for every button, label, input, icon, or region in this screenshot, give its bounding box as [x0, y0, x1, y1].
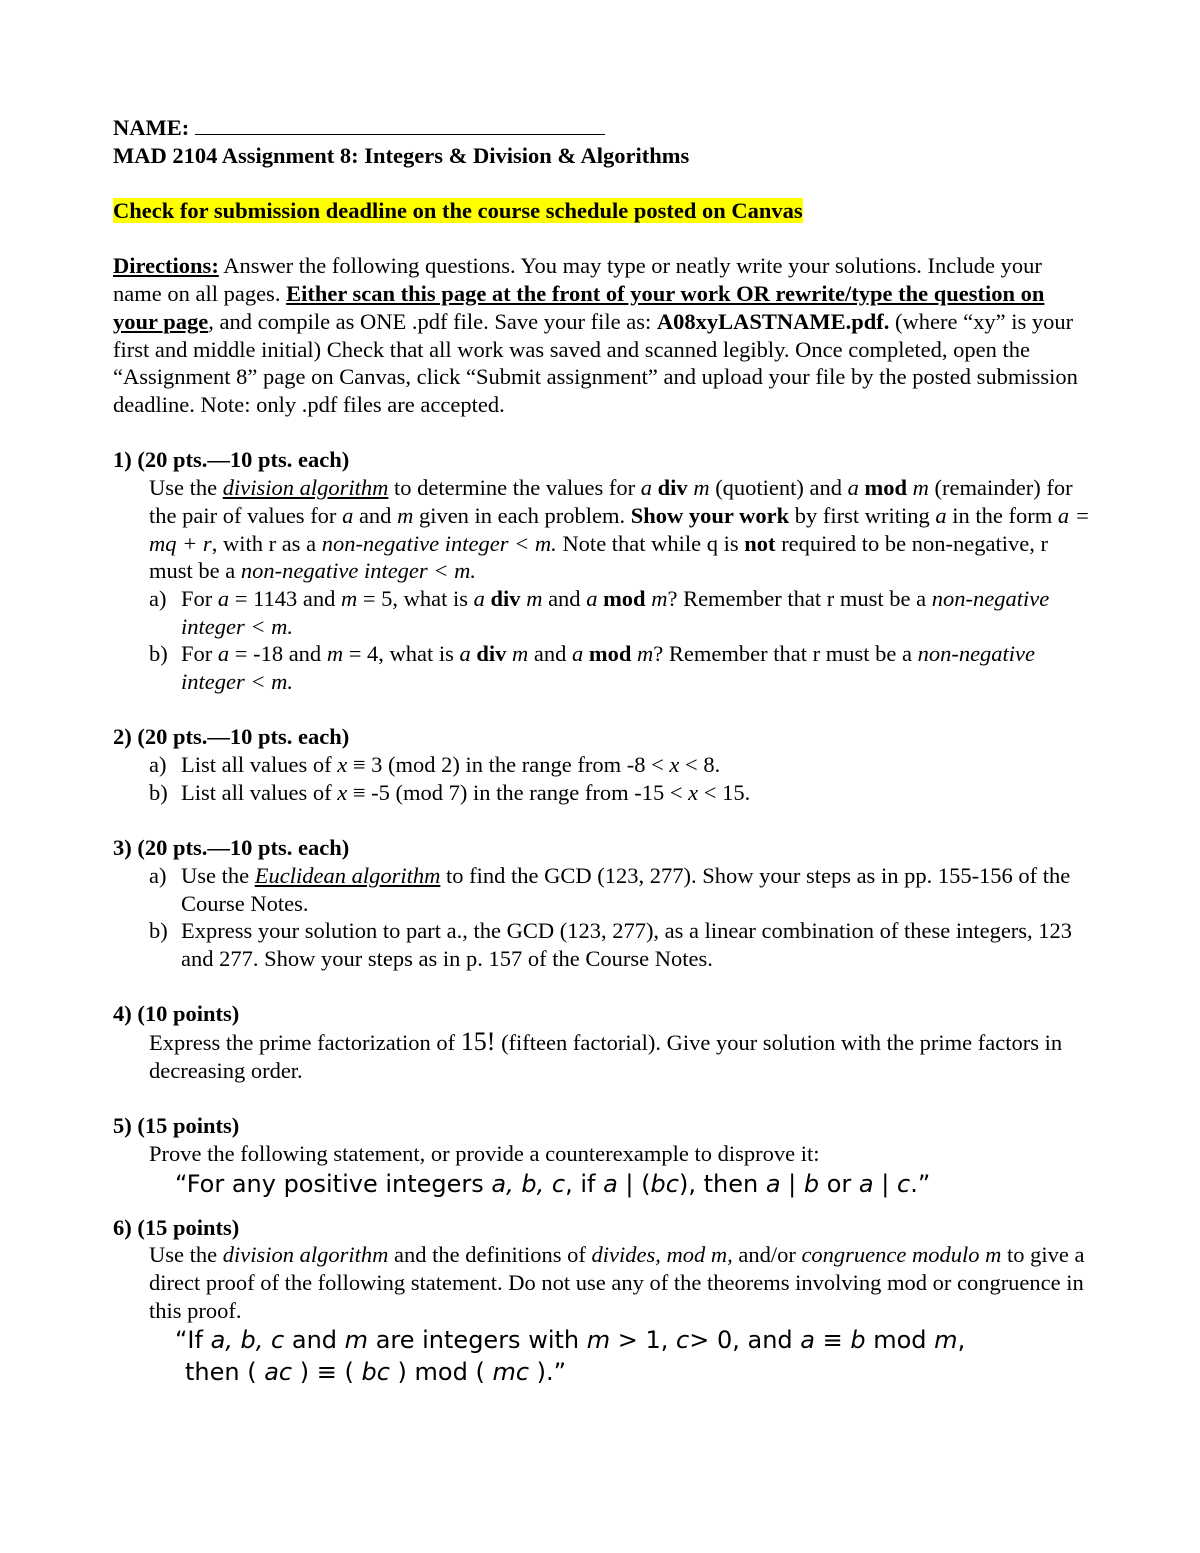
directions-paragraph: Directions: Answer the following questions. You may type or neatly write your solutions. Include your name on all pages. Either scan this page at the front of your work OR rewrite/type the question on your page, and compile as ONE .pdf file. Save your file as: A08xyLASTNAME.pdf. (where “xy” is your first and middle initial) Check that all work was saved and scanned legibly. Once completed, open the “Assignment 8” page on Canvas, click “Submit assignment” and upload your file by the posted submission deadline. Note: only .pdf files are accepted.	[113, 253, 1078, 417]
name-line	[113, 114, 1093, 142]
question-3-heading: 3) (20 pts.—10 pts. each)	[113, 835, 350, 861]
question-1-heading: 1) (20 pts.—10 pts. each)	[113, 447, 350, 473]
question-5-statement: “For any positive integers a, b, c, if a | (bc), then a | b or a | c.”	[175, 1169, 931, 1198]
file-name: A08xyLASTNAME.pdf.	[656, 308, 890, 334]
scan-instruction: Either scan this page at the front of your work OR rewrite/type the question on your page	[113, 281, 1045, 334]
deadline-notice	[113, 197, 1093, 225]
question-2b: b) List all values of x ≡ -5 (mod 7) in the range from -15 < x < 15.	[149, 779, 751, 805]
question-1a: a) For a = 1143 and m = 5, what is a div m and a mod m? Remember that r must be a non-negative integer < m.	[149, 585, 1050, 639]
name-label: NAME:	[113, 115, 195, 140]
question-6-text: Use the division algorithm and the definitions of divides, mod m, and/or congruence modulo m to give a direct proof of the following statement. Do not use any of the theorems involving mod or congruence in this proof.	[149, 1242, 1085, 1323]
question-1b: b) For a = -18 and m = 4, what is a div m and a mod m? Remember that r must be a non-negative integer < m.	[149, 641, 1036, 695]
question-5-heading: 5) (15 points)	[113, 1113, 240, 1139]
question-3b: b) Express your solution to part a., the GCD (123, 277), as a linear combination of these integers, 123 and 277. Show your steps as in p. 157 of the Course Notes.	[149, 918, 1073, 972]
document-page	[113, 114, 1093, 1388]
question-2-heading: 2) (20 pts.—10 pts. each)	[113, 724, 350, 750]
name-blank	[195, 116, 605, 135]
question-4-heading: 4) (10 points)	[113, 1001, 240, 1027]
assignment-title: MAD 2104 Assignment 8: Integers & Division & Algorithms	[113, 142, 690, 168]
deadline-highlight: Check for submission deadline on the course schedule posted on Canvas	[113, 198, 803, 224]
question-4-text: Express the prime factorization of 15! (fifteen factorial). Give your solution with the prime factors in decreasing order.	[149, 1027, 1063, 1083]
question-1-intro: Use the division algorithm to determine the values for a div m (quotient) and a mod m (remainder) for the pair of values for a and m given in each problem. Show your work by first writing a in the form a = mq + r, with r as a non-negative integer < m. Note that while q is not required to be non-negative, r must be a non-negative integer < m.	[149, 475, 1090, 584]
question-6-statement-line1: “If a, b, c and m are integers with m > 1, c> 0, and a ≡ b mod m,	[175, 1326, 966, 1355]
question-2a: a) List all values of x ≡ 3 (mod 2) in the range from -8 < x < 8.	[149, 752, 721, 778]
directions-label: Directions:	[113, 253, 219, 279]
question-6-statement-line2: then ( ac ) ≡ ( bc ) mod ( mc ).”	[185, 1358, 567, 1387]
question-3a: a) Use the Euclidean algorithm to find the GCD (123, 277). Show your steps as in pp. 155-156 of the Course Notes.	[149, 862, 1071, 916]
question-6-heading: 6) (15 points)	[113, 1214, 240, 1240]
question-5-text: Prove the following statement, or provide a counterexample to disprove it:	[149, 1140, 820, 1166]
